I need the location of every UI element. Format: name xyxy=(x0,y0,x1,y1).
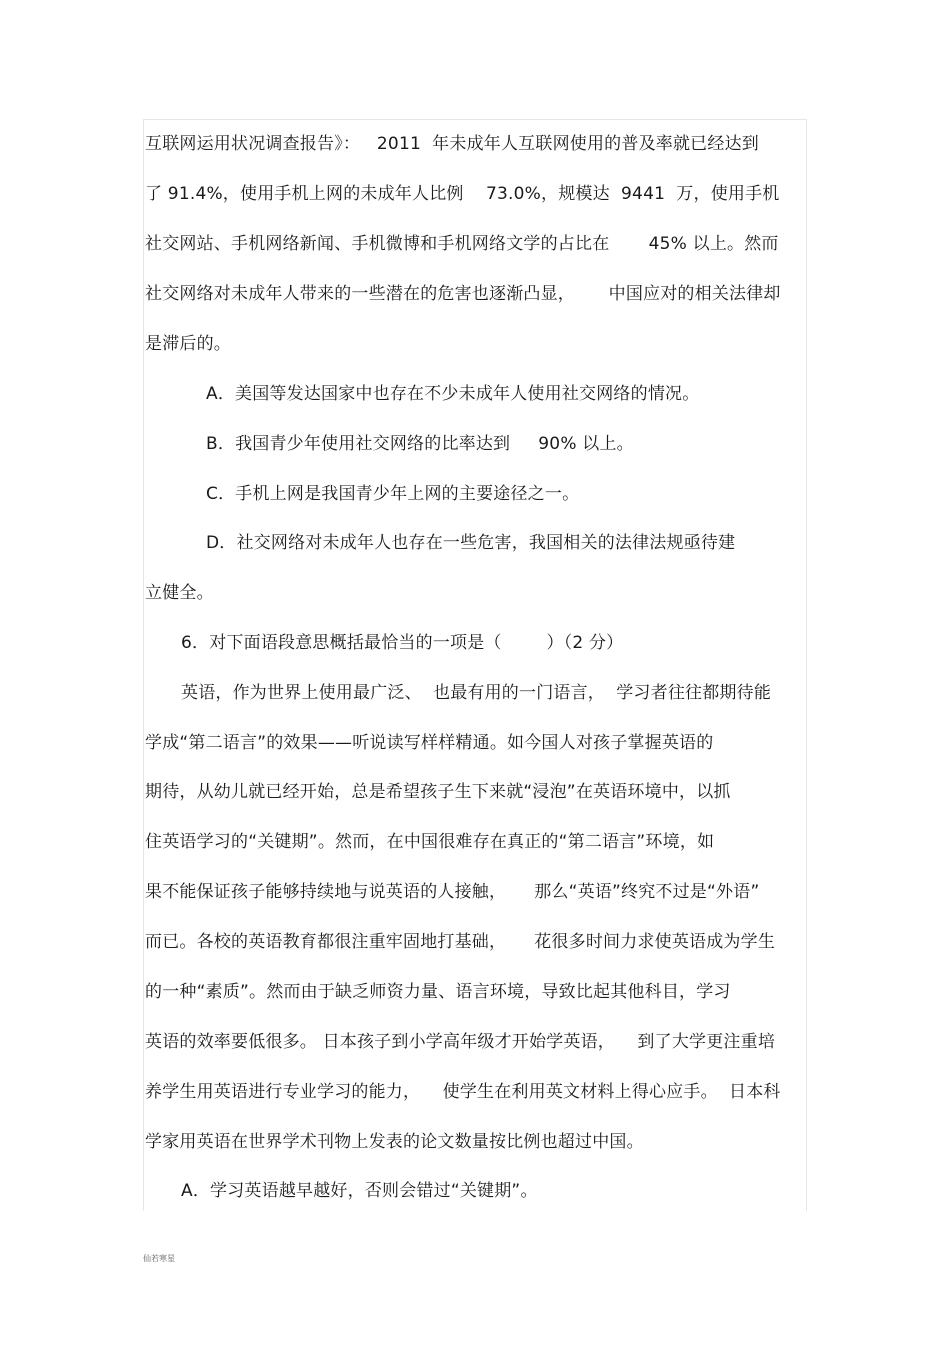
q6-option-a: A．学习英语越早越好，否则会错过“关键期”。 xyxy=(181,1181,538,1201)
passage2-line-10: 学家用英语在世界学术刊物上发表的论文数量按比例也超过中国。 xyxy=(145,1132,644,1152)
passage-line-2: 了 91.4%，使用手机上网的未成年人比例 73.0%，规模达 9441 万，使用手机 xyxy=(145,184,780,204)
passage-line-4: 社交网络对未成年人带来的一些潜在的危害也逐渐凸显， 中国应对的相关法律却 xyxy=(145,284,781,304)
passage-line-3: 社交网站、手机网络新闻、手机微博和手机网络文学的占比在 45% 以上。然而 xyxy=(145,234,779,254)
passage2-line-2: 学成“第二语言”的效果——听说读写样样精通。如今国人对孩子掌握英语的 xyxy=(145,733,714,753)
option-c: C．手机上网是我国青少年上网的主要途径之一。 xyxy=(206,484,580,504)
option-d-continued: 立健全。 xyxy=(145,583,214,603)
passage-line-1: 互联网运用状况调查报告》： 2011 年未成年人互联网使用的普及率就已经达到 xyxy=(145,134,759,154)
passage2-line-5: 果不能保证孩子能够持续地与说英语的人接触， 那么“英语”终究不过是“外语” xyxy=(145,882,760,902)
option-b: B．我国青少年使用社交网络的比率达到 90% 以上。 xyxy=(206,434,634,454)
passage2-line-6: 而已。各校的英语教育都很注重牢固地打基础， 花很多时间力求使英语成为学生 xyxy=(145,932,776,952)
passage2-line-3: 期待，从幼儿就已经开始，总是希望孩子生下来就“浸泡”在英语环境中，以抓 xyxy=(145,782,731,802)
page-frame-left xyxy=(143,119,144,1211)
page-frame-right xyxy=(806,119,807,1211)
passage2-line-1: 英语，作为世界上使用最广泛、 也最有用的一门语言， 学习者往往都期待能 xyxy=(181,683,772,703)
passage2-line-9: 养学生用英语进行专业学习的能力， 使学生在利用英文材料上得心应手。 日本科 xyxy=(145,1082,781,1102)
option-d: D．社交网络对未成年人也存在一些危害，我国相关的法律法规亟待建 xyxy=(206,533,736,553)
passage2-line-7: 的一种“素质”。然而由于缺乏师资力量、语言环境，导致比起其他科目，学习 xyxy=(145,982,731,1002)
question-6: 6．对下面语段意思概括最恰当的一项是（ ）（2 分） xyxy=(181,633,624,653)
passage2-line-4: 住英语学习的“关键期”。然而，在中国很难存在真正的“第二语言”环境，如 xyxy=(145,832,715,852)
passage2-line-8: 英语的效率要低很多。 日本孩子到小学高年级才开始学英语， 到了大学更注重培 xyxy=(145,1032,776,1052)
passage-line-5: 是滞后的。 xyxy=(145,334,231,354)
option-a: A．美国等发达国家中也存在不少未成年人使用社交网络的情况。 xyxy=(206,384,700,404)
page-frame-top xyxy=(143,119,807,120)
page-footer: 仙若寒星 xyxy=(143,1254,175,1263)
